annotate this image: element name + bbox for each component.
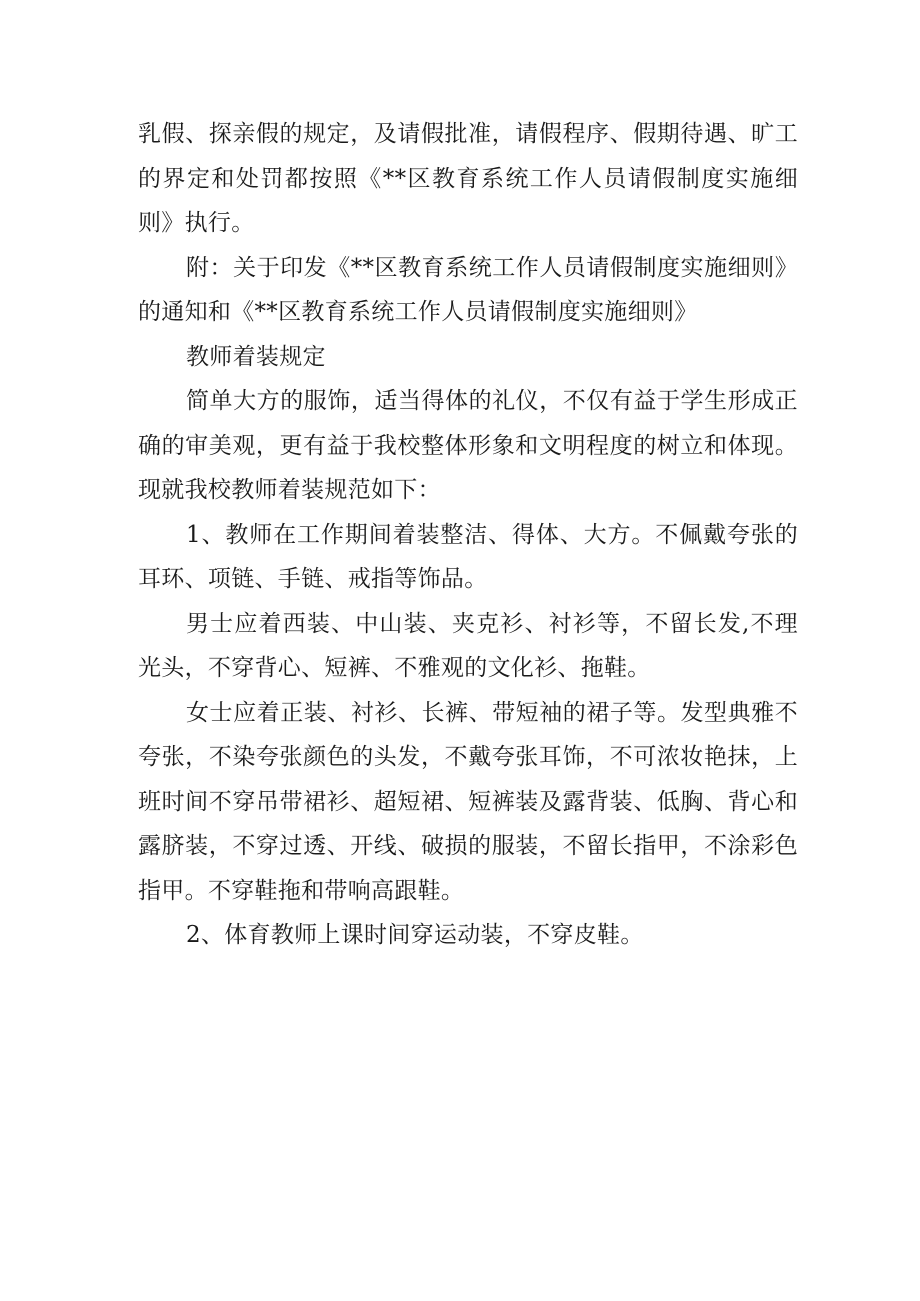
paragraph-leave-rules-continued: 乳假、探亲假的规定，及请假批准，请假程序、假期待遇、旷工的界定和处罚都按照《**区教育系统工作人员请假制度实施细则》执行。 [138,121,798,236]
paragraph-rule-1-men: 男士应着西装、中山装、夹克衫、衬衫等，不留长发,不理光头，不穿背心、短裤、不雅观的文化衫、拖鞋。 [138,610,798,681]
paragraph-rule-1-women: 女士应着正装、衬衫、长裤、带短袖的裙子等。发型典雅不夸张，不染夸张颜色的头发，不戴夸张耳饰，不可浓妆艳抹，上班时间不穿吊带裙衫、超短裙、短裤装及露背装、低胸、背心和露脐装，不穿过透、开线、破损的服装，不留长指甲，不涂彩色指甲。不穿鞋拖和带响高跟鞋。 [138,699,798,904]
section-title: 教师着装规定 [186,343,326,370]
paragraph-attachment-note: 附：关于印发《**区教育系统工作人员请假制度实施细则》的通知和《**区教育系统工作人员请假制度实施细则》 [138,254,798,325]
paragraph-rule-2: 2、体育教师上课时间穿运动装，不穿皮鞋。 [186,922,644,948]
paragraph-intro: 简单大方的服饰，适当得体的礼仪，不仅有益于学生形成正确的审美观，更有益于我校整体形象和文明程度的树立和体现。现就我校教师着装规范如下： [138,388,798,503]
paragraph-rule-1: 1、教师在工作期间着装整洁、得体、大方。不佩戴夸张的耳环、项链、手链、戒指等饰品。 [138,521,798,592]
document-body [138,112,798,958]
